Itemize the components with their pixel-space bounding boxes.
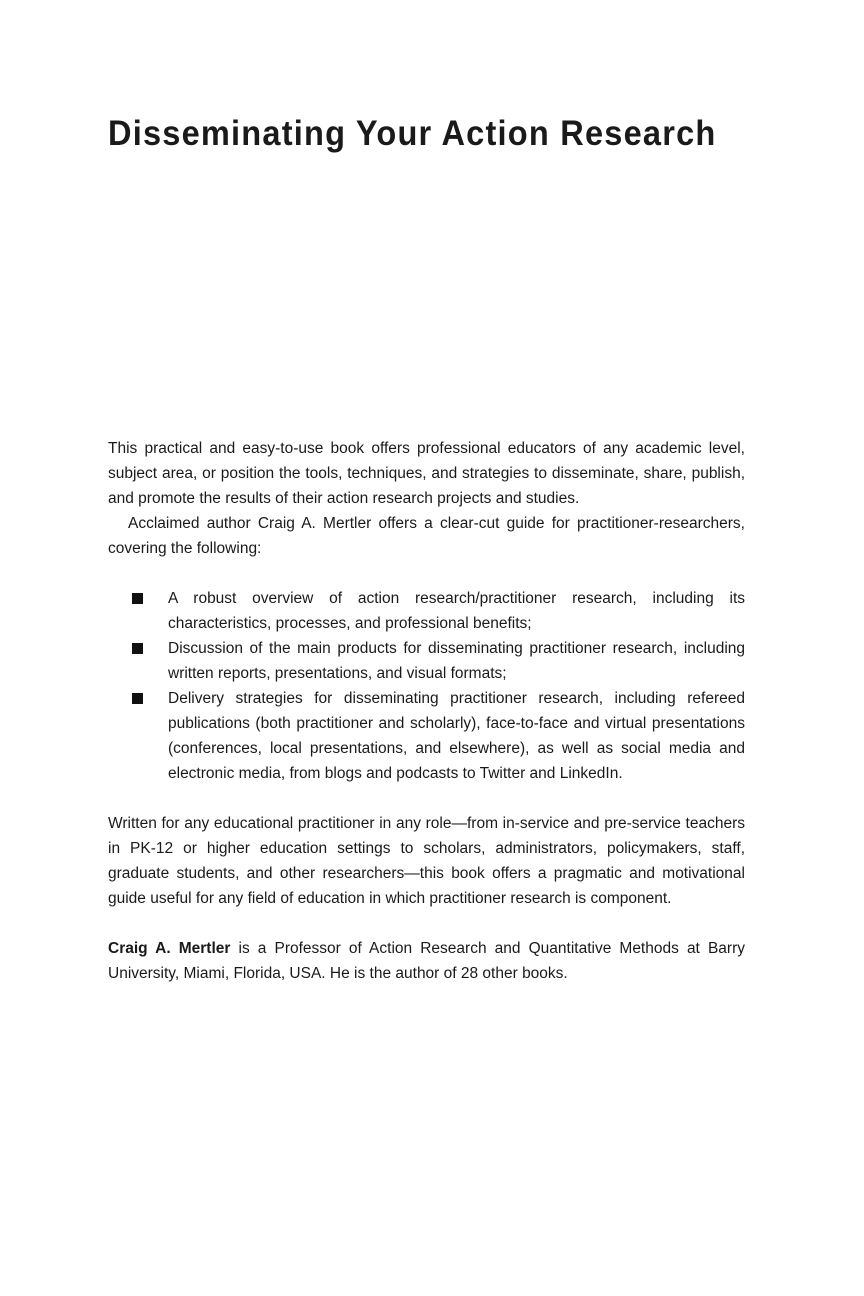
author-name: Craig A. Mertler (108, 940, 231, 957)
feature-list (108, 586, 745, 786)
list-item-text: Discussion of the main products for disseminating practitioner research, including written reports, presentations, and visual formats; (168, 640, 745, 682)
author-bio-text: is a Professor of Action Research and Quantitative Methods at Barry University, Miami, Florida, USA. He is the author of 28 other books. (108, 940, 745, 982)
list-item (108, 686, 745, 786)
intro-paragraph: This practical and easy-to-use book offers professional educators of any academic level, subject area, or position the tools, techniques, and strategies to disseminate, share, publish, and promote the results of their action research projects and studies. (108, 440, 745, 507)
book-description (108, 436, 745, 986)
lead-in-paragraph: Acclaimed author Craig A. Mertler offers a clear-cut guide for practitioner-researchers, covering the following: (108, 515, 745, 557)
square-bullet-icon (132, 693, 143, 704)
book-title: Disseminating Your Action Research (108, 114, 717, 153)
spacer (108, 911, 745, 936)
list-item-text: A robust overview of action research/practitioner research, including its characteristics, processes, and professional benefits; (168, 590, 745, 632)
list-item-text: Delivery strategies for disseminating practitioner research, including refereed publications (both practitioner and scholarly), face-to-face and virtual presentations (conferences, local presentations, and elsewhere), as well as social media and electronic media, from blogs and podcasts to Twitter and LinkedIn. (168, 690, 745, 782)
list-item (108, 586, 745, 636)
spacer (108, 786, 745, 811)
square-bullet-icon (132, 593, 143, 604)
author-bio (108, 936, 745, 986)
list-item (108, 636, 745, 686)
audience-paragraph: Written for any educational practitioner in any role—from in-service and pre-service teachers in PK-12 or higher education settings to scholars, administrators, policymakers, staff, graduate students, and other researchers—this book offers a pragmatic and motivational guide useful for any field of education in which practitioner research is component. (108, 815, 745, 907)
spacer (108, 561, 745, 586)
square-bullet-icon (132, 643, 143, 654)
